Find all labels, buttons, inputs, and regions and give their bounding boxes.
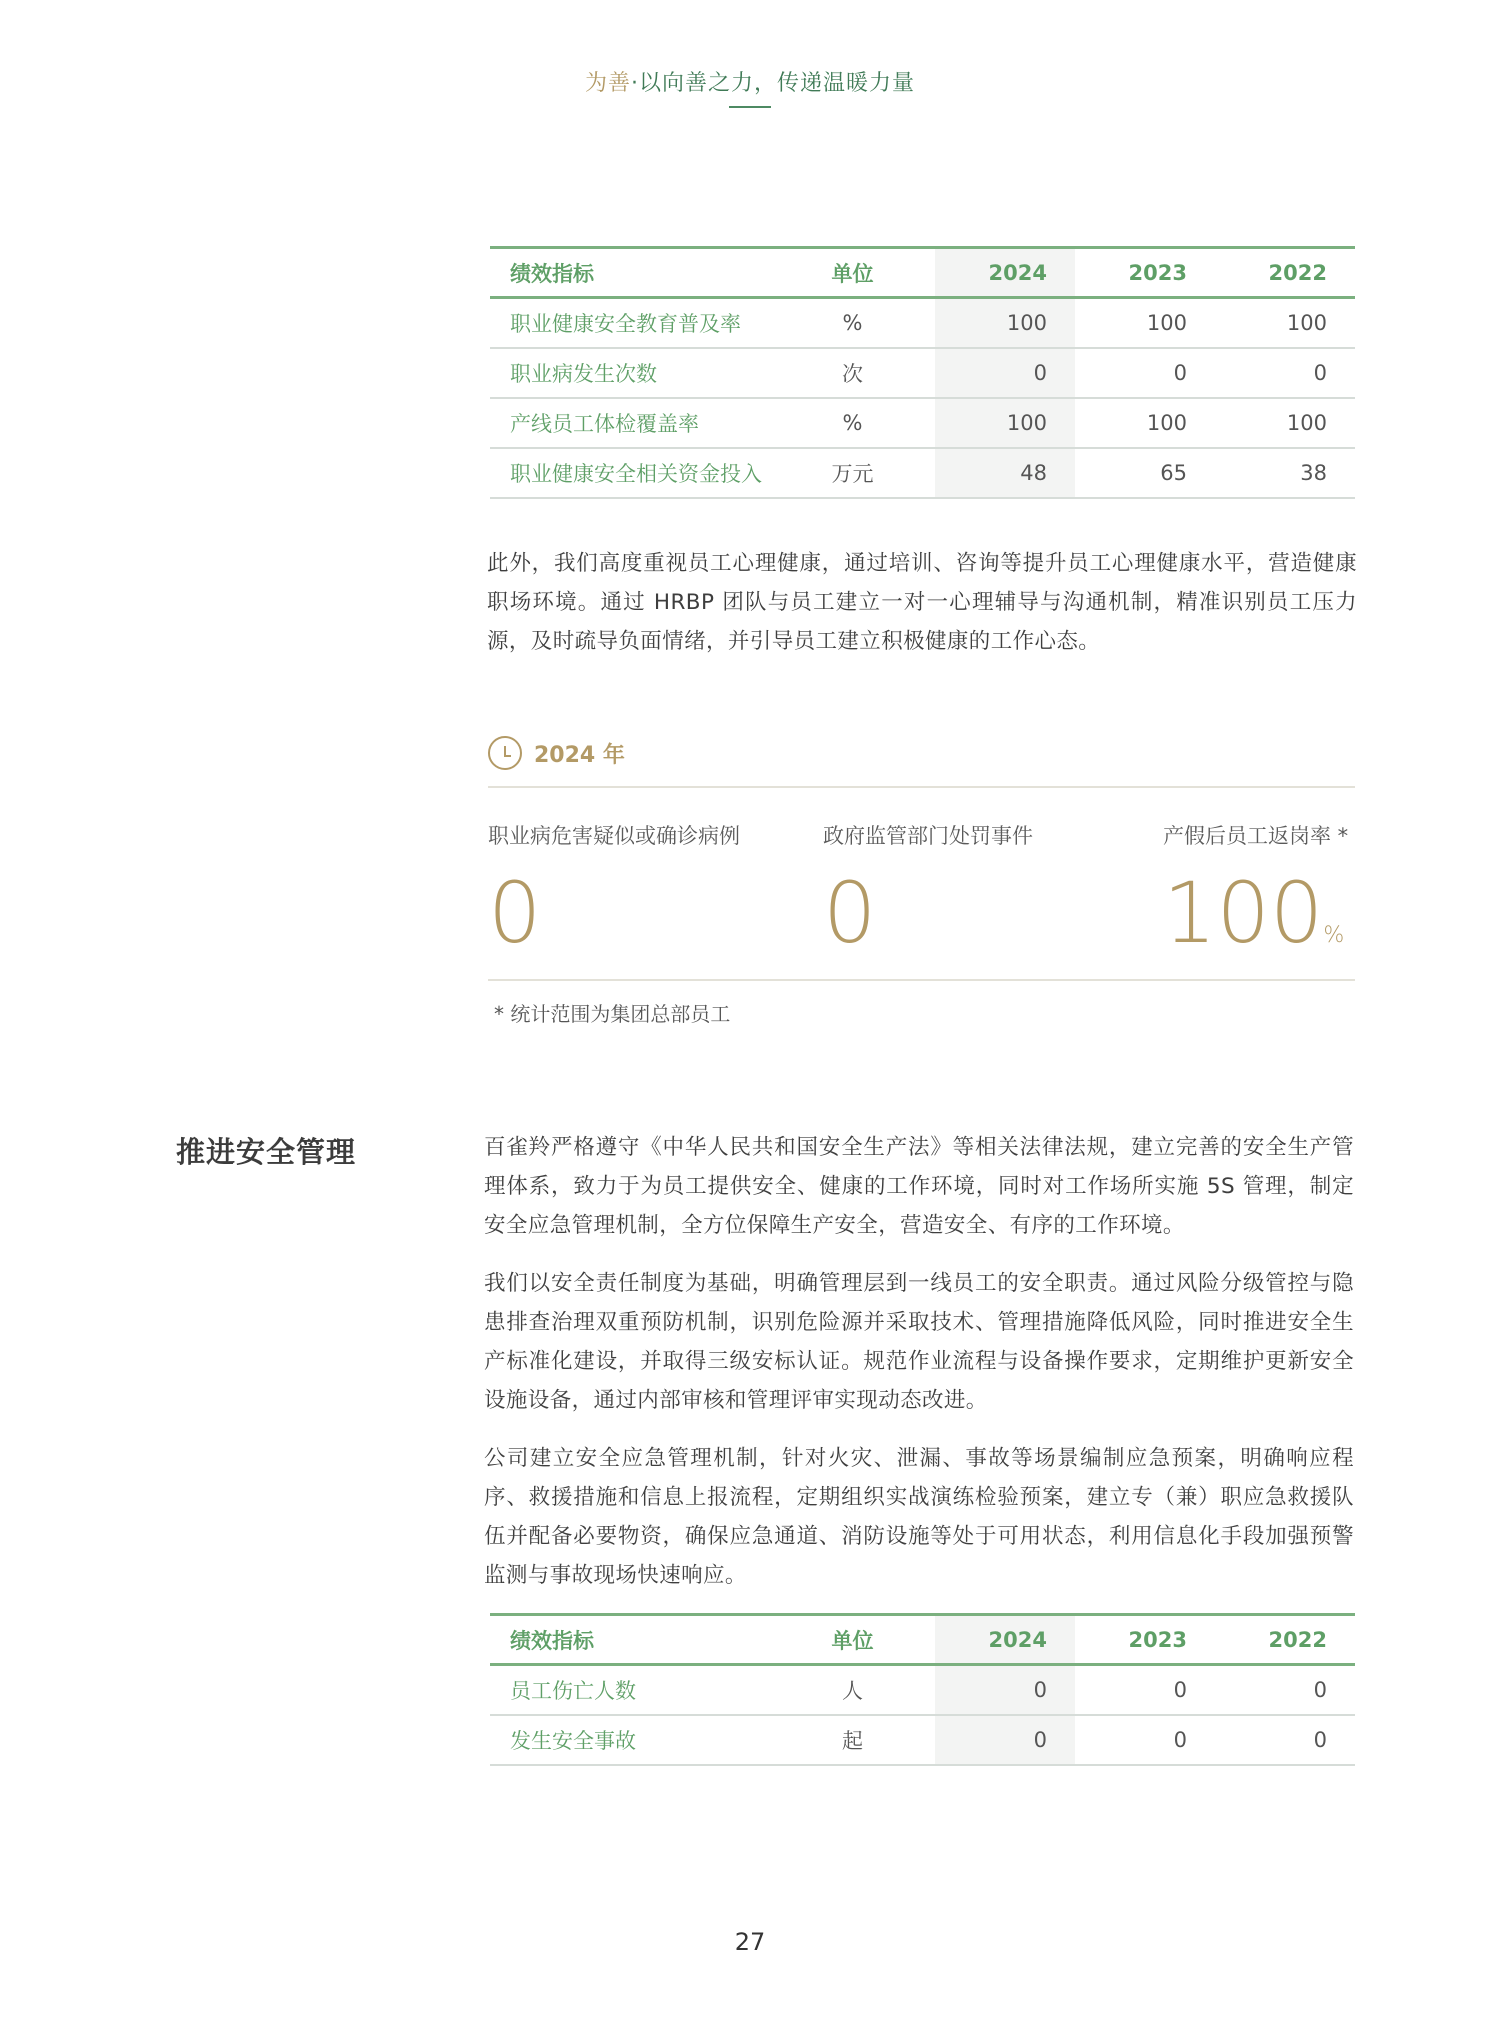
indicator-name: 发生安全事故 [510,1728,636,1753]
page-number: 27 [734,1928,766,1956]
table-row [490,448,1355,498]
value-2024: 100 [935,398,1075,448]
col-header-2024: 2024 [935,1615,1075,1665]
value-2023: 0 [1173,360,1187,385]
running-header-title: ·以向善之力，传递温暖力量 [631,71,915,96]
value-2024: 0 [935,1715,1075,1765]
safety-kpi-table [490,1613,1355,1766]
col-header-unit: 单位 [831,261,874,286]
safety-paragraph: 我们以安全责任制度为基础，明确管理层到一线员工的安全职责。通过风险分级管控与隐患排查治理双重预防机制，识别危险源并采取技术、管理措施降低风险，同时推进安全生产标准化建设，并取得三级安标认证。规范作业流程与设备操作要求，定期维护更新安全设施设备，通过内部审核和管理评审实现动态改进。 [484,1271,1354,1413]
stat-value [488,864,740,981]
col-header-2023: 2023 [1128,260,1187,285]
col-header-2024: 2024 [935,248,1075,298]
stat-number: 100 [1163,864,1324,962]
value-2024: 48 [935,448,1075,498]
stat-value [1163,864,1348,981]
table-header-row [490,1615,1355,1665]
highlights-divider-top [488,786,1355,788]
value-2022: 100 [1286,310,1327,335]
indicator-unit: % [842,310,863,335]
value-2022: 0 [1313,1677,1327,1702]
header-underline [729,106,771,108]
value-2023: 0 [1173,1727,1187,1752]
indicator-unit: 人 [842,1678,863,1703]
table-row [490,1665,1355,1715]
highlights-footnote: * 统计范围为集团总部员工 [494,1002,731,1026]
mental-health-paragraph: 此外，我们高度重视员工心理健康，通过培训、咨询等提升员工心理健康水平，营造健康职场环境。通过 HRBP 团队与员工建立一对一心理辅导与沟通机制，精准识别员工压力源，及时疏导负面情绪，并引导员工建立积极健康的工作心态。 [487,551,1357,654]
indicator-name: 职业健康安全相关资金投入 [510,461,762,486]
value-2023: 100 [1146,410,1187,435]
indicator-unit: 万元 [831,461,874,486]
value-2024: 0 [935,1665,1075,1715]
stat-number: 0 [488,864,542,962]
value-2023: 0 [1173,1677,1187,1702]
value-2023: 100 [1146,310,1187,335]
running-header-accent: 为善 [584,71,631,96]
indicator-name: 产线员工体检覆盖率 [510,411,699,436]
col-header-indicator: 绩效指标 [510,261,594,286]
stat-value [823,864,1033,981]
stat-regulatory-penalties [823,820,1033,981]
table-row [490,298,1355,348]
indicator-name: 员工伤亡人数 [510,1678,636,1703]
stat-maternity-return-rate [1163,820,1348,981]
indicator-unit: % [842,410,863,435]
indicator-unit: 次 [842,361,863,386]
value-2023: 65 [1160,460,1187,485]
stat-label: 职业病危害疑似或确诊病例 [488,824,740,848]
value-2022: 100 [1286,410,1327,435]
value-2022: 0 [1313,360,1327,385]
value-2024: 0 [935,348,1075,398]
col-header-2022: 2022 [1268,260,1327,285]
stat-number: 0 [823,864,877,962]
highlights-year-label: 2024 年 [534,742,625,768]
table-row [490,398,1355,448]
value-2024: 100 [935,298,1075,348]
col-header-2022: 2022 [1268,1627,1327,1652]
col-header-indicator: 绩效指标 [510,1628,594,1653]
value-2022: 38 [1300,460,1327,485]
col-header-2023: 2023 [1128,1627,1187,1652]
table-header-row [490,248,1355,298]
safety-paragraph: 公司建立安全应急管理机制，针对火灾、泄漏、事故等场景编制应急预案，明确响应程序、救援措施和信息上报流程，定期组织实战演练检验预案，建立专（兼）职应急救援队伍并配备必要物资，确保应急通道、消防设施等处于可用状态，利用信息化手段加强预警监测与事故现场快速响应。 [484,1446,1354,1588]
clock-icon [488,736,522,770]
table-row [490,348,1355,398]
highlights-divider-bottom [488,979,1355,981]
highlights-year-heading [488,736,625,770]
stat-unit: % [1323,923,1345,948]
stat-label: 政府监管部门处罚事件 [823,824,1033,848]
value-2022: 0 [1313,1727,1327,1752]
indicator-name: 职业病发生次数 [510,361,657,386]
running-header [0,66,1500,97]
occupational-health-kpi-table [490,246,1355,499]
indicator-name: 职业健康安全教育普及率 [510,311,741,336]
stat-occupational-disease-cases [488,820,740,981]
col-header-unit: 单位 [831,1628,874,1653]
section-title-safety-management: 推进安全管理 [176,1135,357,1169]
stat-label: 产假后员工返岗率 * [1163,824,1349,848]
safety-paragraph: 百雀羚严格遵守《中华人民共和国安全生产法》等相关法律法规，建立完善的安全生产管理体系，致力于为员工提供安全、健康的工作环境，同时对工作场所实施 5S 管理，制定安全应急管理机制，全方位保障生产安全，营造安全、有序的工作环境。 [484,1135,1354,1238]
table-row [490,1715,1355,1765]
indicator-unit: 起 [842,1728,863,1753]
